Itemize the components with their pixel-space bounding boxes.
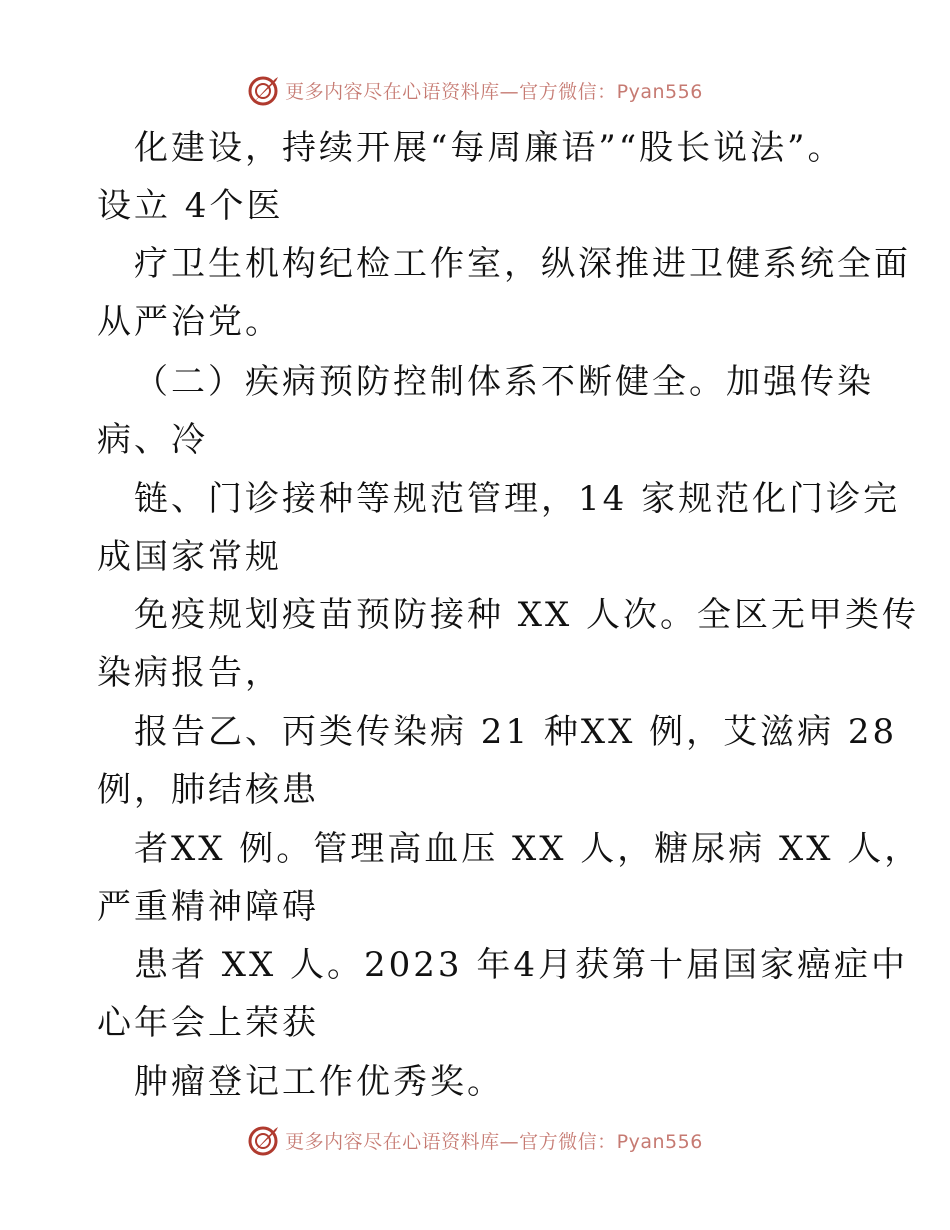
header-text: 更多内容尽在心语资料库—官方微信：Pyan556 — [285, 80, 703, 103]
body-line: 染病报告， — [97, 653, 282, 693]
footer-text: 更多内容尽在心语资料库—官方微信：Pyan556 — [285, 1130, 703, 1153]
quill-logo-icon — [247, 1123, 281, 1157]
body-line: 链、门诊接种等规范管理，14 家规范化门诊完 — [134, 479, 901, 519]
body-line: 例，肺结核患 — [97, 770, 319, 810]
body-line: 心年会上荣获 — [97, 1003, 319, 1043]
body-line: 肿瘤登记工作优秀奖。 — [134, 1062, 504, 1102]
body-line: 患者 XX 人。2023 年4月获第十届国家癌症中 — [134, 945, 908, 985]
body-line: 化建设，持续开展“每周廉语”“股长说法”。 — [134, 128, 845, 168]
body-line: 从严治党。 — [97, 302, 282, 342]
body-line: （二）疾病预防控制体系不断健全。加强传染 — [134, 362, 874, 402]
body-line: 成国家常规 — [97, 537, 282, 577]
body-line: 免疫规划疫苗预防接种 XX 人次。全区无甲类传 — [134, 595, 920, 635]
body-line: 严重精神障碍 — [97, 887, 319, 927]
footer-banner — [0, 1120, 950, 1160]
body-line: 者XX 例。管理高血压 XX 人，糖尿病 XX 人， — [134, 829, 922, 869]
body-line: 病、冷 — [97, 420, 208, 460]
body-line: 设立 4个医 — [97, 186, 284, 226]
body-line: 疗卫生机构纪检工作室，纵深推进卫健系统全面 — [134, 244, 911, 284]
body-line: 报告乙、丙类传染病 21 种XX 例，艾滋病 28 — [134, 712, 898, 752]
